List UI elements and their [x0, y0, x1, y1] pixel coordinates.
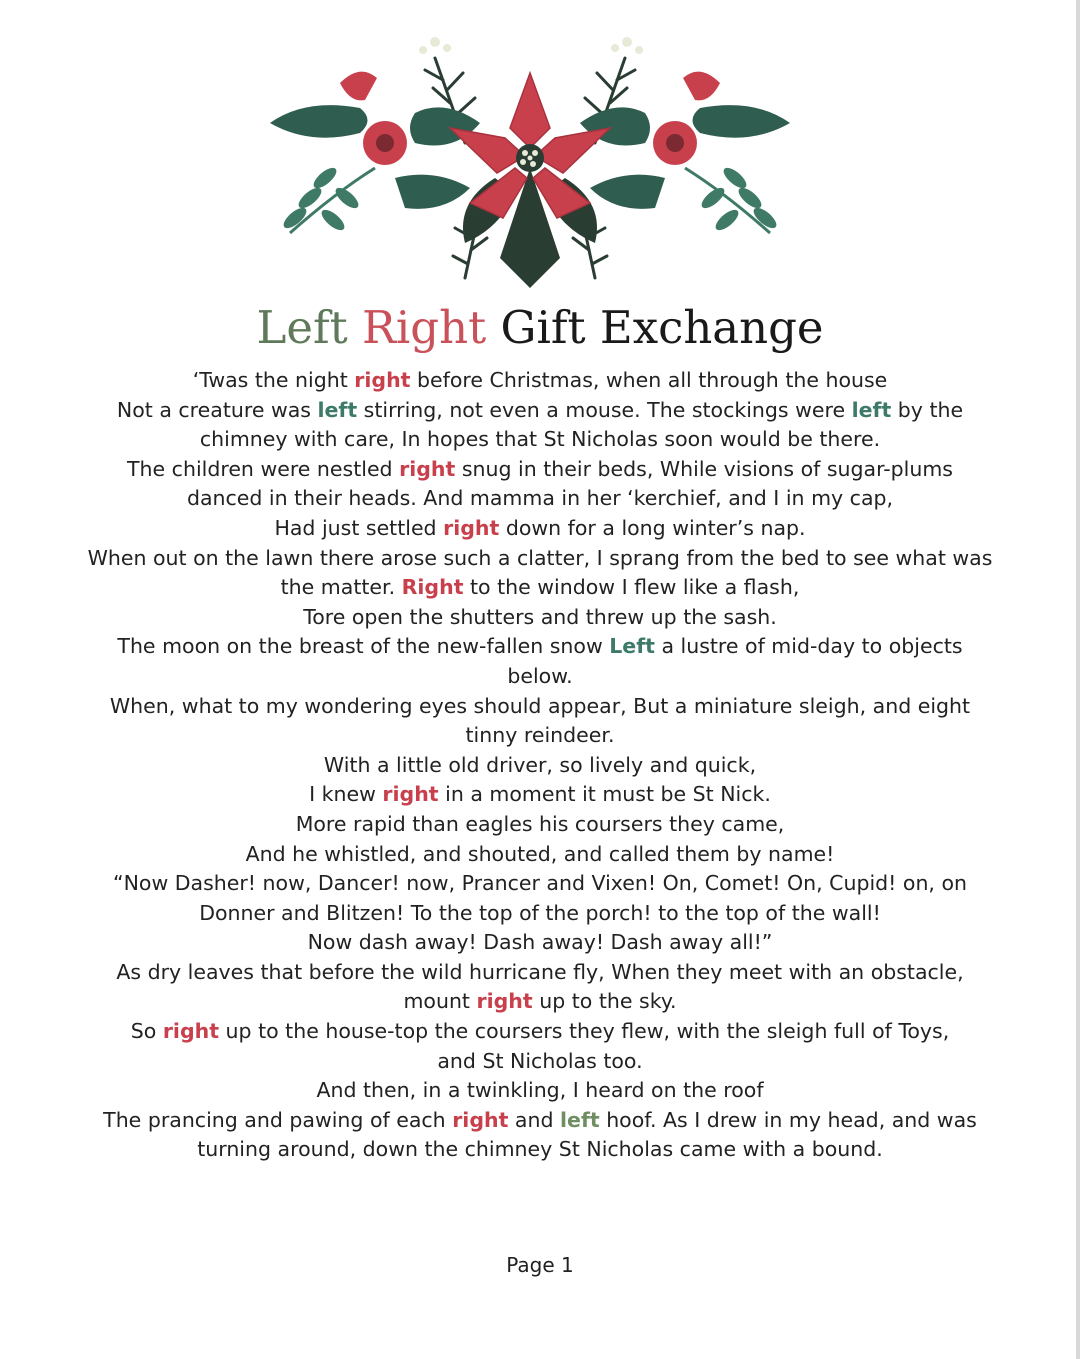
poem-line: [70, 396, 1010, 426]
poem-text: hoof. As I drew in my head, and was: [599, 1107, 977, 1132]
highlight-right: right: [162, 1019, 220, 1044]
poem-line: [70, 366, 1010, 396]
highlight-right: right: [354, 368, 411, 392]
poem-text: More rapid than eagles his coursers they came,: [295, 811, 785, 836]
poem-text: So: [130, 1019, 163, 1044]
poem-text: When out on the lawn there arose such a clatter, I sprang from the bed to see what was: [87, 545, 993, 570]
poem-text: Donner and Blitzen! To the top of the porch! to the top of the wall!: [199, 900, 881, 925]
poem-text: stirring, not even a mouse. The stockings were: [357, 397, 852, 422]
poem-line: [70, 1076, 1010, 1106]
poem-line: [70, 899, 1010, 929]
title-rest: Gift Exchange: [500, 301, 824, 354]
poem-text: by the: [891, 397, 964, 422]
poem-text: snug in their beds, While visions of sugar-plums: [455, 456, 953, 481]
poem-text: up to the sky.: [532, 989, 677, 1014]
highlight-left: left: [560, 1107, 600, 1132]
poem-body: [70, 366, 1010, 1165]
title-word-left: Left: [256, 301, 348, 354]
poinsettia-wreath-icon: [265, 28, 795, 296]
poem-text: a lustre of mid-day to objects: [654, 634, 963, 659]
highlight-right: right: [382, 782, 439, 807]
poem-line: [70, 1047, 1010, 1077]
poem-line: [70, 455, 1010, 485]
highlight-right: right: [443, 515, 500, 540]
poem-line: [70, 1106, 1010, 1136]
poem-line: [70, 544, 1010, 574]
highlight-left: left: [317, 397, 358, 422]
page-number: Page 1: [506, 1253, 574, 1277]
document-title: [0, 296, 1080, 360]
poem-line: [70, 632, 1010, 662]
poem-text: With a little old driver, so lively and quick,: [323, 752, 757, 777]
poem-text: and: [508, 1107, 561, 1132]
highlight-left: left: [851, 397, 892, 422]
poem-line: [70, 869, 1010, 899]
poem-text: Now dash away! Dash away! Dash away all!”: [307, 930, 773, 955]
poem-line: [70, 987, 1010, 1017]
poem-text: The prancing and pawing of each: [103, 1107, 453, 1132]
poem-text: The children were nestled: [127, 456, 400, 481]
poem-text: down for a long winter’s nap.: [499, 515, 806, 540]
title-word-right: Right: [362, 301, 487, 354]
poem-text: turning around, down the chimney St Nicholas came with a bound.: [197, 1137, 883, 1162]
highlight-right: right: [399, 456, 456, 481]
poem-text: As dry leaves that before the wild hurricane fly, When they meet with an obstacle,: [116, 959, 964, 984]
poem-line: [70, 810, 1010, 840]
poem-line: [70, 751, 1010, 781]
poem-text: Tore open the shutters and threw up the sash.: [303, 604, 777, 629]
poem-line: [70, 662, 1010, 692]
poem-text: tinny reindeer.: [465, 723, 615, 748]
highlight-right: Right: [401, 575, 464, 600]
poem-line: [70, 484, 1010, 514]
poem-text: When, what to my wondering eyes should appear, But a miniature sleigh, and eight: [109, 693, 971, 718]
poem-text: to the window I flew like a flash,: [463, 575, 800, 600]
poem-line: [70, 603, 1010, 633]
poem-line: [70, 721, 1010, 751]
poem-line: [70, 780, 1010, 810]
poem-text: chimney with care, In hopes that St Nicholas soon would be there.: [199, 427, 881, 452]
poem-text: the matter.: [280, 575, 402, 600]
poem-line: [70, 958, 1010, 988]
highlight-right: right: [476, 989, 533, 1014]
poem-line: [70, 425, 1010, 455]
poem-text: Not a creature was: [116, 397, 318, 422]
page-edge: [1076, 0, 1080, 1359]
poem-line: [70, 1017, 1010, 1047]
poem-text: And he whistled, and shouted, and called them by name!: [245, 841, 835, 866]
poem-text: and St Nicholas too.: [437, 1048, 643, 1073]
poem-text: up to the house-top the coursers they flew, with the sleigh full of Toys,: [219, 1019, 950, 1044]
poem-text: I knew: [309, 782, 383, 807]
poem-line: [70, 573, 1010, 603]
poem-text: mount: [403, 989, 477, 1014]
highlight-left: Left: [609, 634, 655, 659]
poem-text: And then, in a twinkling, I heard on the roof: [316, 1078, 764, 1103]
poem-text: The moon on the breast of the new-fallen snow: [117, 634, 610, 659]
highlight-right: right: [452, 1107, 509, 1132]
poem-text: danced in their heads. And mamma in her ‘kerchief, and I in my cap,: [186, 486, 894, 511]
poem-line: [70, 840, 1010, 870]
poem-text: in a moment it must be St Nick.: [438, 782, 771, 807]
poem-text: Had just settled: [274, 515, 444, 540]
poem-text: “Now Dasher! now, Dancer! now, Prancer and Vixen! On, Comet! On, Cupid! on, on: [112, 871, 968, 896]
poem-line: [70, 692, 1010, 722]
poem-text: ‘Twas the night: [192, 368, 355, 392]
poem-text: before Christmas, when all through the house: [410, 368, 888, 392]
poem-text: below.: [507, 663, 573, 688]
poem-line: [70, 514, 1010, 544]
poem-line: [70, 1135, 1010, 1165]
poem-line: [70, 928, 1010, 958]
